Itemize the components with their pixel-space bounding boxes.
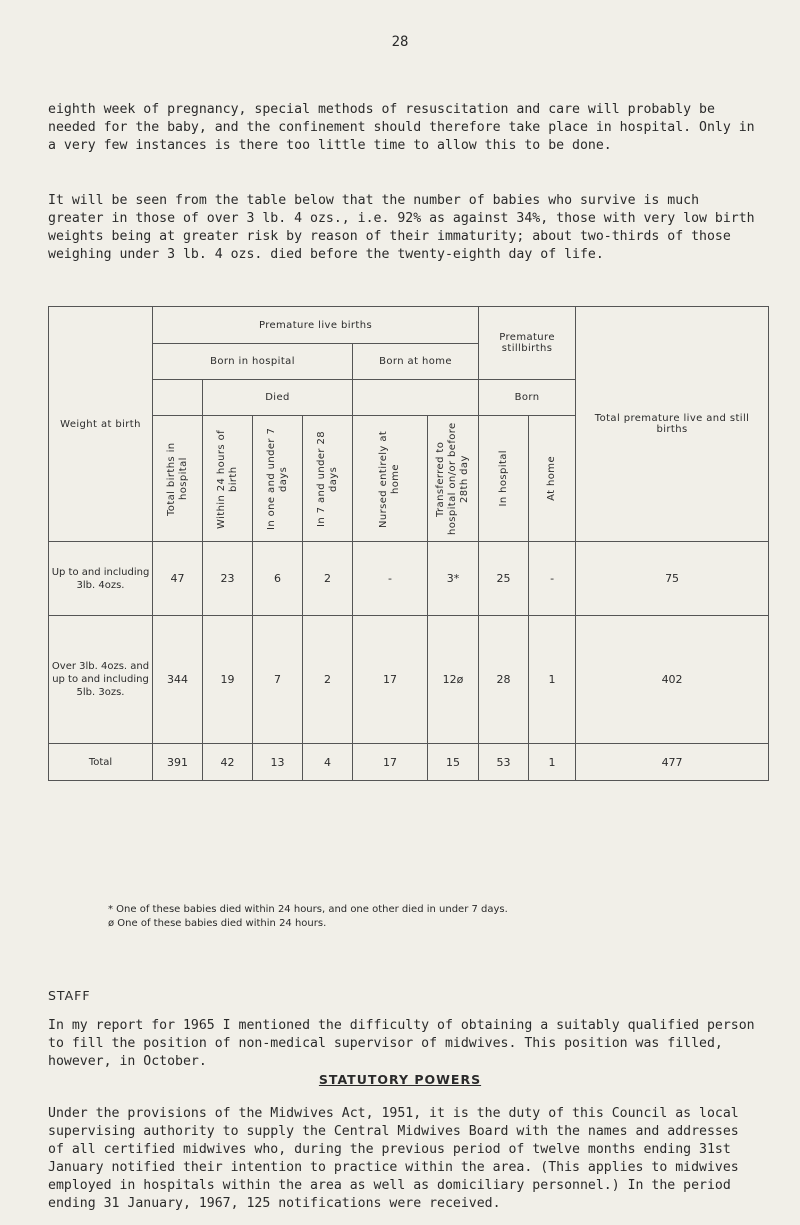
blank-cell [353, 380, 479, 416]
cell-total-hospital: 344 [153, 616, 203, 744]
premature-births-table [48, 306, 769, 781]
staff-heading: STAFF [48, 988, 91, 1003]
cell-1-to-7: 13 [253, 744, 303, 781]
cell-still-hospital: 53 [479, 744, 529, 781]
died-header: Died [203, 380, 353, 416]
paragraph-staff: In my report for 1965 I mentioned the difficulty of obtaining a suitably qualified person to fill the position of non-medical supervisor of midwives. This position was filled, however, in October. [48, 1018, 755, 1069]
cell-within-24: 23 [203, 542, 253, 616]
cell-still-home: 1 [529, 616, 576, 744]
cell-still-hospital: 28 [479, 616, 529, 744]
page-number: 28 [391, 34, 409, 50]
cell-still-home: 1 [529, 744, 576, 781]
paragraph-pregnancy-care: eighth week of pregnancy, special methods of resuscitation and care will probably be needed for the baby, and the confinement should therefore take place in hospital. Only in a very few instances is there too little time to allow this to be done. [48, 102, 755, 153]
col-still-at-home: At home [529, 416, 576, 542]
cell-transferred: 3* [428, 542, 479, 616]
row-label: Over 3lb. 4ozs. and up to and including 5lb. 3ozs. [49, 616, 153, 744]
premature-still-header: Premature stillbirths [479, 307, 576, 380]
cell-within-24: 42 [203, 744, 253, 781]
cell-7-to-28: 4 [303, 744, 353, 781]
col-one-to-7-days: In one and under 7 days [253, 416, 303, 542]
footnote-asterisk: * One of these babies died within 24 hours, and one other died in under 7 days. [108, 904, 508, 915]
cell-still-hospital: 25 [479, 542, 529, 616]
weight-header: Weight at birth [49, 307, 153, 542]
born-hospital-header: Born in hospital [153, 344, 353, 380]
cell-still-home: - [529, 542, 576, 616]
row-label: Up to and including 3lb. 4ozs. [49, 542, 153, 616]
cell-1-to-7: 6 [253, 542, 303, 616]
col-within-24-hours: Within 24 hours of birth [203, 416, 253, 542]
table-row [49, 542, 769, 616]
cell-nursed: - [353, 542, 428, 616]
row-label: Total [49, 744, 153, 781]
premature-live-header: Premature live births [153, 307, 479, 344]
paragraph-survival-rates: It will be seen from the table below that the number of babies who survive is much greater in those of over 3 lb. 4 ozs., i.e. 92% as against 34%, those with very low birth weights being at greater risk by reason of their immaturity; about two-thirds of those weighing under 3 lb. 4 ozs. died before the twenty-eighth day of life. [48, 193, 755, 262]
cell-nursed: 17 [353, 616, 428, 744]
statutory-powers-heading: STATUTORY POWERS [318, 1072, 482, 1087]
cell-total: 477 [576, 744, 769, 781]
born-header: Born [479, 380, 576, 416]
cell-7-to-28: 2 [303, 616, 353, 744]
cell-transferred: 12ø [428, 616, 479, 744]
col-7-to-28-days: In 7 and under 28 days [303, 416, 353, 542]
cell-1-to-7: 7 [253, 616, 303, 744]
blank-cell [153, 380, 203, 416]
cell-total-hospital: 47 [153, 542, 203, 616]
cell-total: 402 [576, 616, 769, 744]
col-nursed-at-home: Nursed entirely at home [353, 416, 428, 542]
cell-transferred: 15 [428, 744, 479, 781]
cell-7-to-28: 2 [303, 542, 353, 616]
cell-total-hospital: 391 [153, 744, 203, 781]
table-row [49, 616, 769, 744]
born-home-header: Born at home [353, 344, 479, 380]
cell-within-24: 19 [203, 616, 253, 744]
paragraph-statutory-powers: Under the provisions of the Midwives Act, 1951, it is the duty of this Council as local supervising authority to supply the Central Midwives Board with the names and addresses of all certified midwives who, during the previous period of twelve months ending 31st January notified their intention to practice within the area. (This applies to midwives employed in hospitals within the area as well as domiciliary personnel.) In the period ending 31 January, 1967, 125 notifications were received. [48, 1106, 739, 1211]
table-row-total [49, 744, 769, 781]
footnote-slashed-o: ø One of these babies died within 24 hours. [108, 918, 327, 929]
cell-nursed: 17 [353, 744, 428, 781]
col-transferred: Transferred to hospital on/or before 28th day [428, 416, 479, 542]
col-still-in-hospital: In hospital [479, 416, 529, 542]
total-header: Total premature live and still births [576, 307, 769, 542]
col-total-hospital: Total births in hospital [153, 416, 203, 542]
cell-total: 75 [576, 542, 769, 616]
table-footnotes [108, 903, 508, 931]
